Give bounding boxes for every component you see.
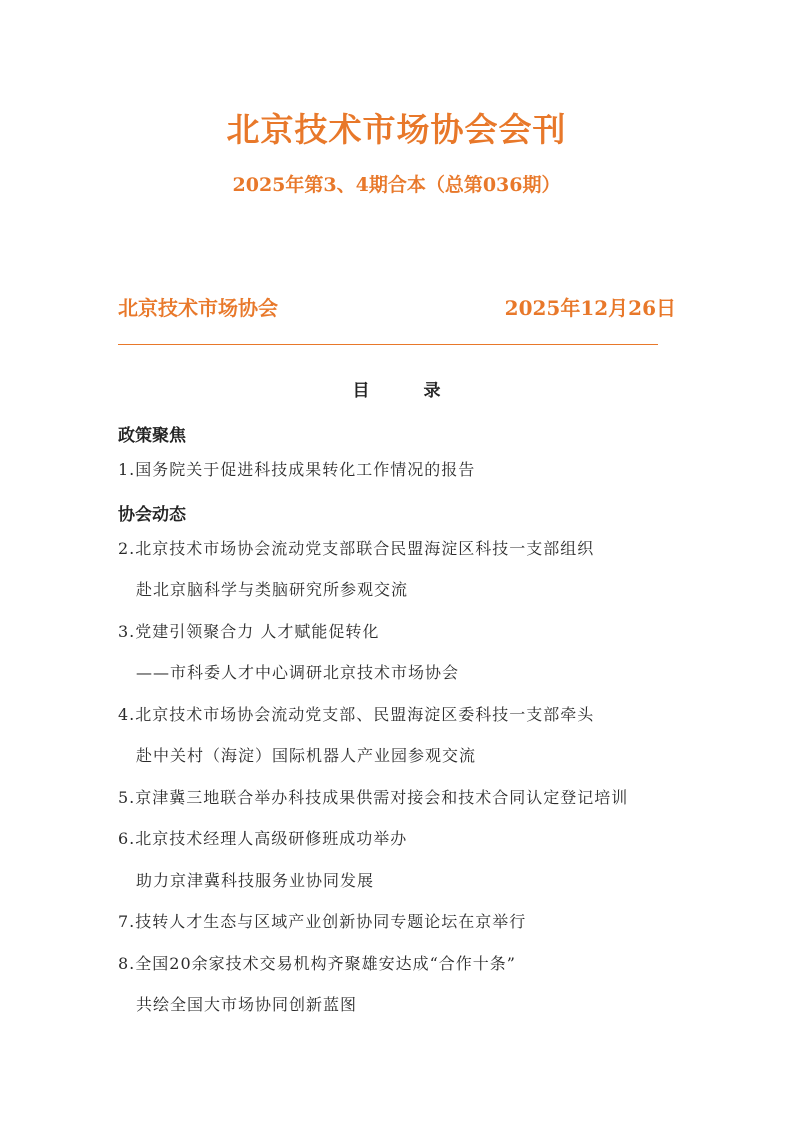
toc-item-4[interactable]: 4.北京技术市场协会流动党支部、民盟海淀区委科技一支部牵头 xyxy=(118,705,595,724)
toc-item-3-continuation[interactable]: ——市科委人才中心调研北京技术市场协会 xyxy=(136,663,460,682)
toc-item-8[interactable]: 8.全国20余家技术交易机构齐聚雄安达成“合作十条” xyxy=(118,954,516,973)
toc-item-3[interactable]: 3.党建引领聚合力 人才赋能促转化 xyxy=(118,622,380,641)
toc-item-2[interactable]: 2.北京技术市场协会流动党支部联合民盟海淀区科技一支部组织 xyxy=(118,539,595,558)
toc-item-7[interactable]: 7.技转人才生态与区域产业创新协同专题论坛在京举行 xyxy=(118,912,527,931)
toc-item-8-continuation[interactable]: 共绘全国大市场协同创新蓝图 xyxy=(136,995,358,1014)
toc-item-5[interactable]: 5.京津冀三地联合举办科技成果供需对接会和技术合同认定登记培训 xyxy=(118,788,629,807)
journal-title: 北京技术市场协会会刊 xyxy=(226,110,567,149)
toc-item-6-continuation[interactable]: 助力京津冀科技服务业协同发展 xyxy=(136,871,375,890)
toc-item-6[interactable]: 6.北京技术经理人高级研修班成功举办 xyxy=(118,829,408,848)
toc-section-heading: 政策聚焦 xyxy=(118,426,186,446)
toc-item-4-continuation[interactable]: 赴中关村（海淀）国际机器人产业园参观交流 xyxy=(136,746,477,765)
toc-item-2-continuation[interactable]: 赴北京脑科学与类脑研究所参观交流 xyxy=(136,580,409,599)
toc-section-heading: 协会动态 xyxy=(118,505,186,525)
toc-heading: 目 录 xyxy=(352,381,465,401)
header-divider xyxy=(118,344,658,345)
toc-item-1[interactable]: 1.国务院关于促进科技成果转化工作情况的报告 xyxy=(118,460,476,479)
issue-subtitle: 2025年第3、4期合本（总第036期） xyxy=(232,174,561,196)
publisher-name: 北京技术市场协会 xyxy=(118,296,278,320)
publish-date: 2025年12月26日 xyxy=(504,296,676,320)
